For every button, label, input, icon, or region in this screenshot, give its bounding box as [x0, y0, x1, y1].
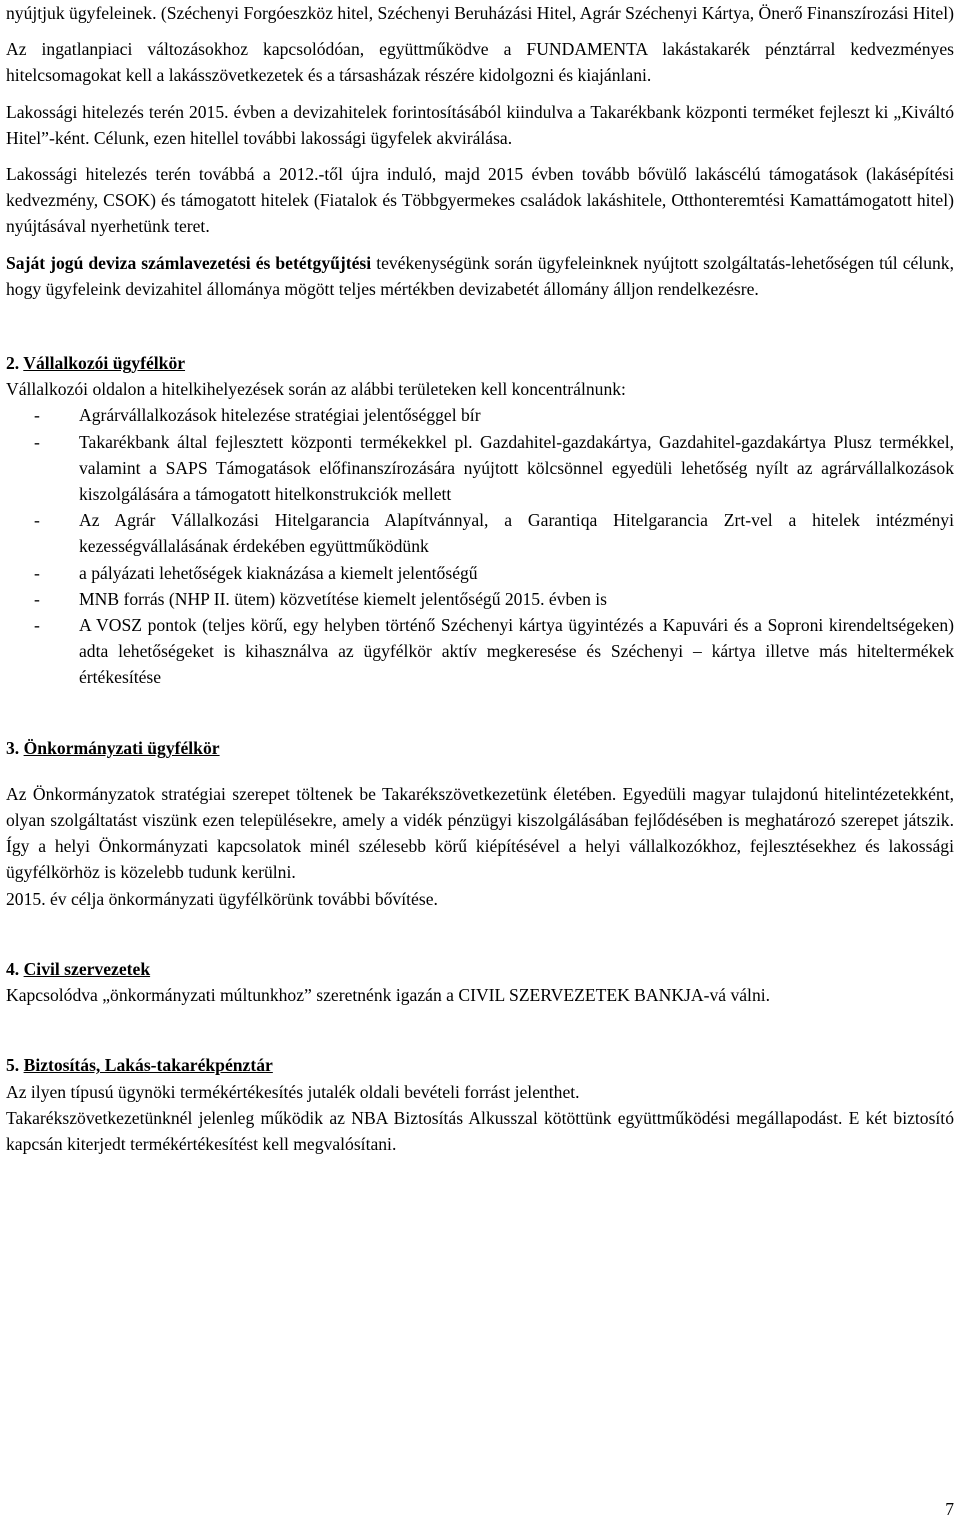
list-item [6, 402, 954, 428]
dash-bullet: - [34, 510, 40, 531]
section-5-number: 5. [6, 1055, 24, 1076]
section-5-heading [6, 1052, 954, 1078]
section-3-paragraph-1: Az Önkormányzatok stratégiai szerepet töltenek be Takarékszövetkezetünk életében. Egyedüli magyar tulajdonú hitelintézetekként, olyan szolgáltatást viszünk ezen településekre, amely a vidék pénzügyi kiszolgálásában fejlődésében is meghatározó szerepet játszik. Így a helyi Önkormányzati kapcsolatok minél szélesebb körű kiépítésével a helyi vállalkozókhoz, fejlesztésekhez és lakossági ügyfélkörhöz is közelebb tudunk kerülni. [6, 783, 954, 883]
section-5-title: Biztosítás, Lakás-takarékpénztár [23, 1055, 273, 1076]
page-number: 7 [945, 1499, 954, 1519]
section-3-paragraph-2: 2015. év célja önkormányzati ügyfélkörünk további bővítése. [6, 888, 438, 909]
dash-bullet: - [34, 562, 40, 583]
list-item-text: A VOSZ pontok (teljes körű, egy helyben történő Széchenyi kártya ügyintézés a Kapuvári és a Soproni kirendeltségeken) adta lehetőségeket is kihasználva az ügyfélkör aktív megkeresése és Széchenyi – kártya illetve más hiteltermékek értékesítése [79, 615, 954, 688]
list-item [6, 507, 954, 559]
intro-paragraph-5-bold: Saját jogú deviza számlavezetési és betétgyűjtési [6, 252, 372, 273]
list-item [6, 560, 954, 586]
section-2-lead: Vállalkozói oldalon a hitelkihelyezések során az alábbi területeken kell koncentrálnunk: [6, 379, 626, 400]
document-page [6, 0, 954, 1157]
section-4-heading [6, 956, 954, 982]
section-3-title: Önkormányzati ügyfélkör [23, 737, 220, 758]
list-item [6, 586, 954, 612]
intro-paragraph-3: Lakossági hitelezés terén 2015. évben a devizahitelek forintosításából kiindulva a Takarékbank központi terméket fejleszt ki „Kiváltó Hitel”-ként. Célunk, ezen hitellel további lakossági ügyfelek akvirálása. [6, 101, 954, 148]
intro-paragraph-1: nyújtjuk ügyfeleinek. (Széchenyi Forgóeszköz hitel, Széchenyi Beruházási Hitel, Agrár Széchenyi Kártya, Önerő Finanszírozási Hitel) [6, 3, 954, 23]
intro-paragraph-5 [6, 250, 954, 302]
section-2-title: Vállalkozói ügyfélkör [23, 353, 186, 374]
dash-bullet: - [34, 588, 40, 609]
section-3-heading [6, 735, 954, 761]
list-item-text: Takarékbank által fejlesztett központi termékekkel pl. Gazdahitel-gazdakártya, Gazdahitel-gazdakártya Plusz termékkel, valamint a SAPS Támogatások előfinanszírozására nyújtott kölcsönnel egyedüli lehetőség nyílt az agrárvállalkozások kiszolgálására a támogatott hitelkonstrukciók mellett [79, 431, 954, 505]
dash-bullet: - [34, 405, 40, 426]
list-item-text: MNB forrás (NHP II. ütem) közvetítése kiemelt jelentőségű 2015. évben is [79, 588, 608, 609]
section-5-paragraph-1: Az ilyen típusú ügynöki termékértékesítés jutalék oldali bevételi forrást jelenthet. [6, 1081, 580, 1102]
section-3-number: 3. [6, 737, 24, 758]
intro-paragraph-5-rest: tevékenységünk során ügyfeleinknek nyújtott szolgáltatás-lehetőségen túl célunk, hogy ügyfeleink devizahitel állománya mögött teljes mértékben devizabetét állomány álljon rendelkezésre. [6, 252, 955, 299]
section-4-paragraph-1: Kapcsolódva „önkormányzati múltunkhoz” szeretnénk igazán a CIVIL SZERVEZETEK BANKJA-vá válni. [6, 985, 771, 1006]
section-4-number: 4. [6, 958, 24, 979]
intro-paragraph-2: Az ingatlanpiaci változásokhoz kapcsolódóan, együttműködve a FUNDAMENTA lakástakarék pénztárral kedvezményes hitelcsomagokat kell a lakásszövetkezetek és a társasházak részére kidolgozni és kiajánlani. [6, 39, 954, 86]
list-item-text: Az Agrár Vállalkozási Hitelgarancia Alapítvánnyal, a Garantiqa Hitelgarancia Zrt-vel a hitelek intézményi kezességvállalásának érdekében együttműködünk [79, 510, 954, 557]
list-item [6, 429, 954, 508]
section-4-title: Civil szervezetek [23, 958, 151, 979]
list-item-text: Agrárvállalkozások hitelezése stratégiai jelentőséggel bír [79, 405, 481, 426]
intro-paragraph-4: Lakossági hitelezés terén továbbá a 2012.-től újra induló, majd 2015 évben tovább bővülő lakáscélú támogatások (lakásépítési kedvezmény, CSOK) és támogatott hitelek (Fiatalok és Többgyermekes családok lakáshitele, Otthonteremtési Kamattámogatott hitel) nyújtásával nyerhetünk teret. [6, 164, 954, 237]
section-2-heading [6, 350, 954, 376]
section-2-number: 2. [6, 353, 24, 374]
dash-bullet: - [34, 615, 40, 636]
section-5-paragraph-2: Takarékszövetkezetünknél jelenleg működik az NBA Biztosítás Alkusszal kötöttünk együttműködési megállapodást. E két biztosító kapcsán kiterjedt termékértékesítést kell megvalósítani. [6, 1107, 954, 1154]
list-item-text: a pályázati lehetőségek kiaknázása a kiemelt jelentőségű [79, 562, 478, 583]
section-2-list [6, 402, 954, 690]
dash-bullet: - [34, 431, 40, 452]
list-item [6, 612, 954, 691]
